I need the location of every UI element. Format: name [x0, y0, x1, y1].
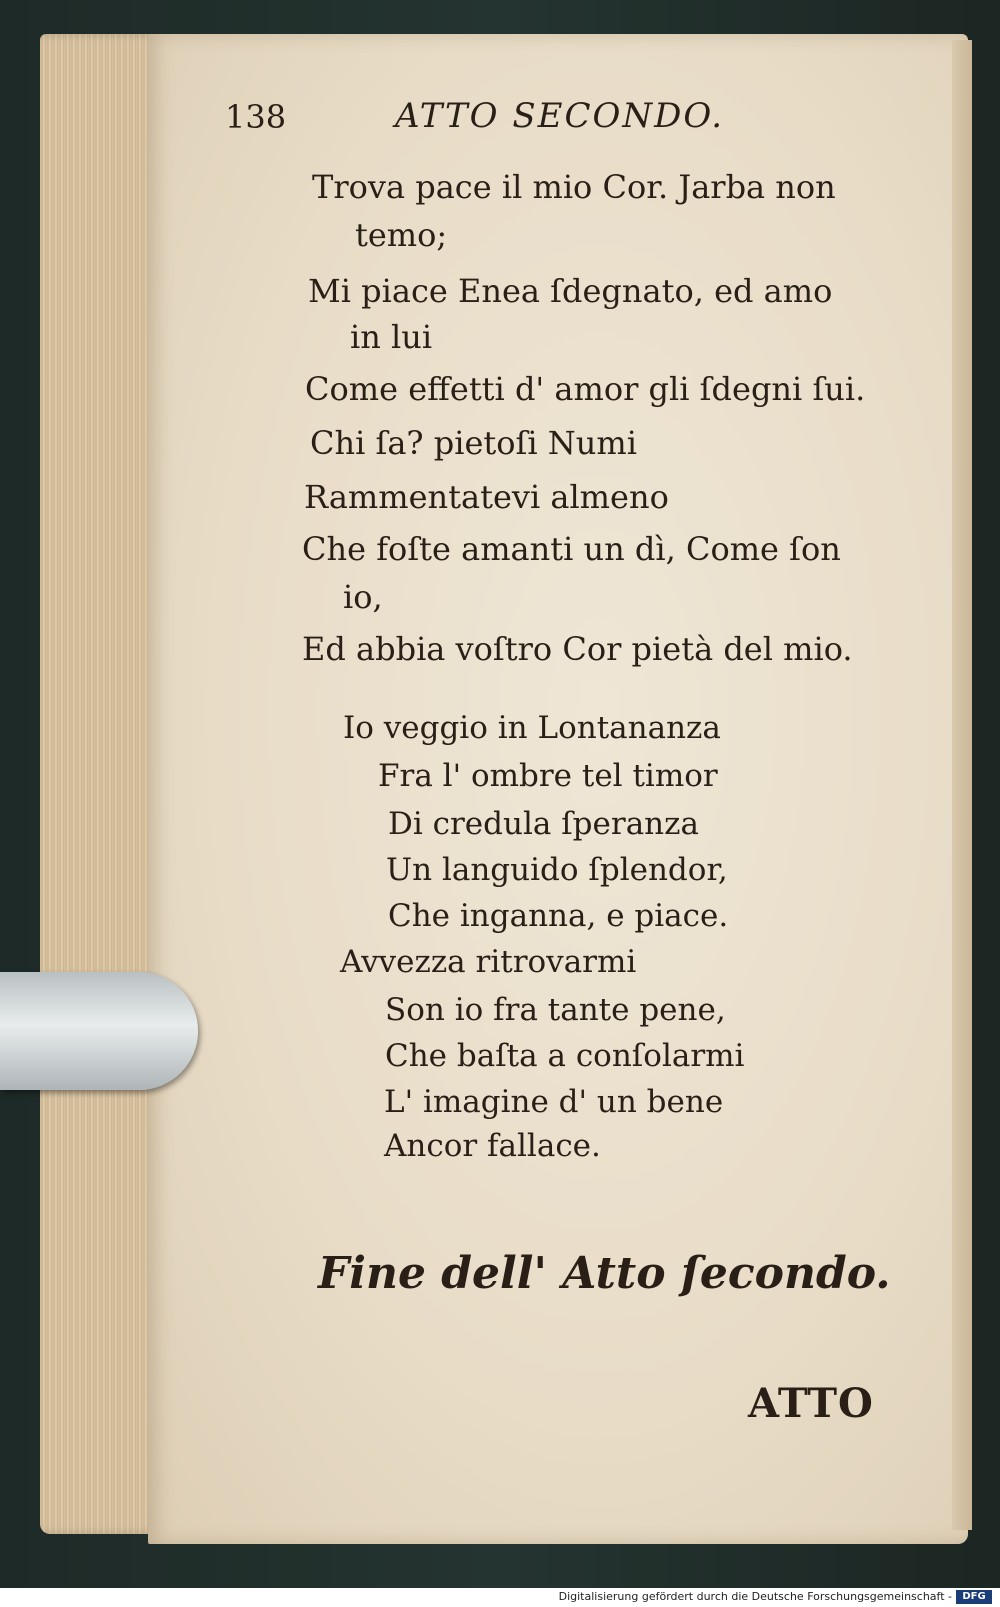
aria-line: Che baſta a conſolarmi	[385, 1038, 745, 1074]
recitative-line: Trova pace il mio Cor. Jarba non	[312, 168, 836, 206]
funding-credit: Digitalisierung gefördert durch die Deutsche Forschungsgemeinschaft -	[558, 1590, 952, 1603]
dfg-logo: DFG	[956, 1590, 992, 1604]
aria-line: L' imagine d' un bene	[384, 1084, 724, 1120]
recitative-line: temo;	[355, 216, 448, 254]
running-head: ATTO SECONDO.	[395, 96, 725, 136]
page-holder-clip	[0, 972, 198, 1090]
act-ending: Fine dell' Atto ſecondo.	[318, 1248, 891, 1299]
book-edge	[40, 34, 162, 1534]
recitative-line: io,	[343, 578, 383, 616]
recitative-line: Mi piace Enea ſdegnato, ed amo	[308, 272, 833, 310]
aria-line: Ancor fallace.	[384, 1128, 601, 1164]
aria-line: Io veggio in Lontananza	[343, 710, 721, 746]
page-number: 138	[225, 98, 287, 136]
recitative-line: Rammentatevi almeno	[304, 478, 669, 516]
aria-line: Avvezza ritrovarmi	[340, 944, 637, 980]
recitative-line: in lui	[350, 318, 433, 356]
aria-line: Di credula ſperanza	[388, 806, 699, 842]
aria-line: Che inganna, e piace.	[388, 898, 729, 934]
recitative-line: Chi ſa? pietoſi Numi	[310, 424, 637, 462]
catchword: ATTO	[748, 1380, 874, 1427]
recitative-line: Che foſte amanti un dì, Come ſon	[302, 530, 841, 568]
recitative-line: Come effetti d' amor gli ſdegni ſui.	[305, 370, 866, 408]
aria-line: Fra l' ombre tel timor	[378, 758, 718, 794]
page-right-edge	[952, 40, 972, 1530]
recitative-line: Ed abbia voſtro Cor pietà del mio.	[302, 630, 853, 668]
aria-line: Son io fra tante pene,	[385, 992, 726, 1028]
aria-line: Un languido ſplendor,	[386, 852, 728, 888]
